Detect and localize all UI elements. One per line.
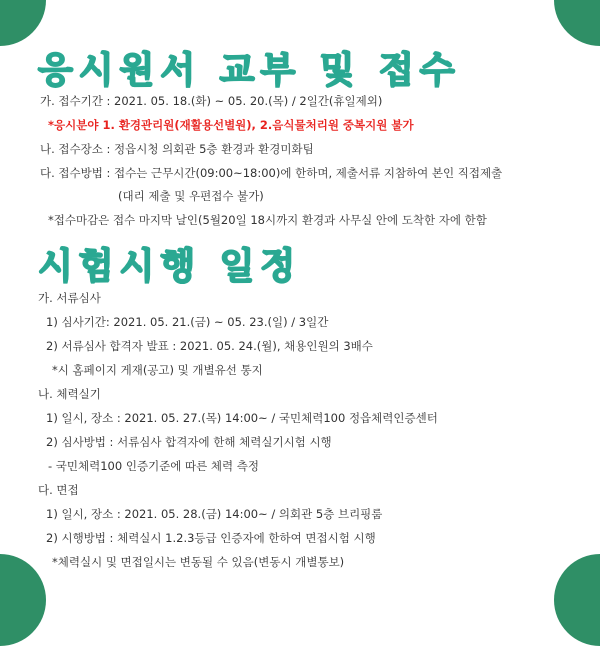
- section-title-application: 응시원서 교부 및 접수: [38, 50, 461, 91]
- corner-decoration-bottom-right: [554, 554, 600, 646]
- physical-test-heading: 나. 체력실기: [38, 387, 101, 401]
- corner-decoration-top-right: [554, 0, 600, 46]
- reception-method-note: (대리 제출 및 우편접수 불가): [118, 189, 264, 203]
- interview-datetime-place: 1) 일시, 장소 : 2021. 05. 28.(금) 14:00~ / 의회관 5층 브리핑룸: [46, 507, 383, 521]
- physical-test-criteria: - 국민체력100 인증기준에 따른 체력 측정: [48, 459, 260, 473]
- section-title-schedule: 시험시행 일정: [38, 246, 302, 287]
- reception-place: 나. 접수장소 : 정읍시청 의회관 5층 환경과 환경미화팀: [40, 142, 314, 156]
- duplicate-application-notice: *응시분야 1. 환경관리원(재활용선별원), 2.음식물처리원 중복지원 불가: [48, 118, 414, 132]
- corner-decoration-top-left: [0, 0, 46, 46]
- reception-method: 다. 접수방법 : 접수는 근무시간(09:00~18:00)에 한하며, 제출서류 지참하여 본인 직접제출: [40, 166, 503, 180]
- screening-result-announcement: 2) 서류심사 합격자 발표 : 2021. 05. 24.(월), 채용인원의 3배수: [46, 339, 373, 353]
- screening-period: 1) 심사기간: 2021. 05. 21.(금) ~ 05. 23.(일) / 3일간: [46, 315, 329, 329]
- interview-method: 2) 시행방법 : 체력실시 1.2.3등급 인증자에 한하여 면접시험 시행: [46, 531, 376, 545]
- document-screening-heading: 가. 서류심사: [38, 291, 101, 305]
- physical-test-method: 2) 심사방법 : 서류심사 합격자에 한해 체력실기시험 시행: [46, 435, 332, 449]
- homepage-notice: *시 홈페이지 게재(공고) 및 개별유선 통지: [52, 363, 263, 377]
- corner-decoration-bottom-left: [0, 554, 46, 646]
- schedule-change-notice: *체력실시 및 면접일시는 변동될 수 있음(변동시 개별통보): [52, 555, 345, 569]
- interview-heading: 다. 면접: [38, 483, 79, 497]
- physical-test-datetime-place: 1) 일시, 장소 : 2021. 05. 27.(목) 14:00~ / 국민체력100 정읍체력인증센터: [46, 411, 438, 425]
- reception-period: 가. 접수기간 : 2021. 05. 18.(화) ~ 05. 20.(목) / 2일간(휴일제외): [40, 94, 383, 108]
- deadline-note: *접수마감은 접수 마지막 날인(5월20일 18시까지 환경과 사무실 안에 도착한 자에 한함: [48, 213, 487, 227]
